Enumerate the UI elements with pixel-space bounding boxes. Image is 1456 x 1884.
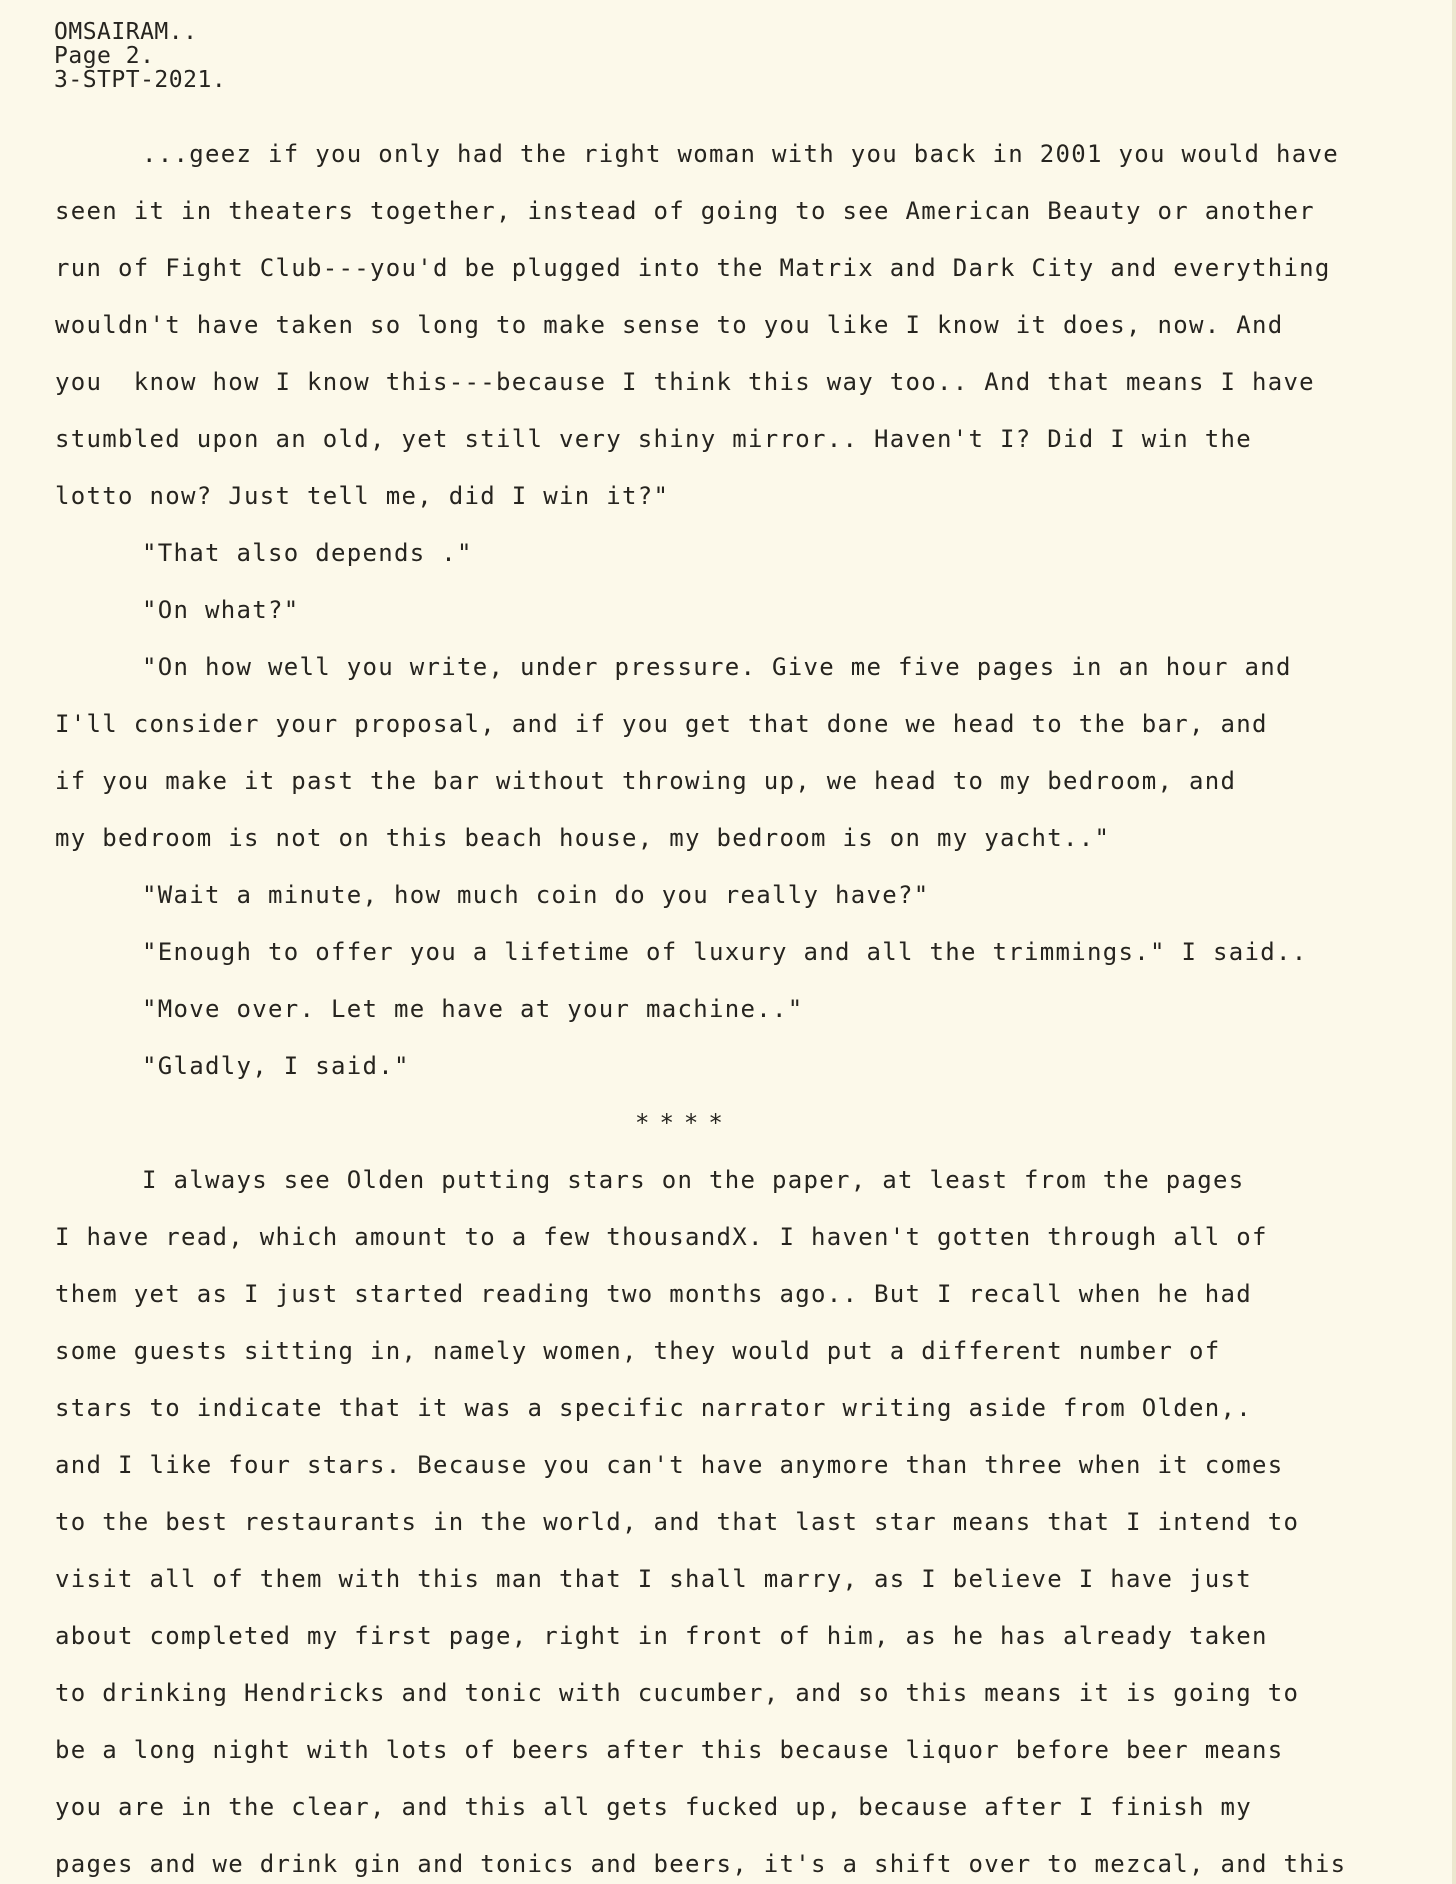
page-edge <box>1452 0 1456 1884</box>
section-separator-stars: **** <box>635 1109 733 1137</box>
header-page-number: Page 2. <box>54 43 155 69</box>
text-line: I have read, which amount to a few thousandX. I haven't gotten through all of <box>55 1223 1268 1251</box>
text-line: run of Fight Club---you'd be plugged into the Matrix and Dark City and everything <box>55 254 1331 282</box>
header-date: 3-STPT-2021. <box>54 67 227 93</box>
header-title: OMSAIRAM.. <box>54 19 198 45</box>
page-body <box>55 126 1450 1884</box>
text-line: ...geez if you only had the right woman with you back in 2001 you would have <box>142 140 1339 168</box>
dialogue-line: "That also depends ." <box>142 539 473 567</box>
text-line: my bedroom is not on this beach house, my bedroom is on my yacht.." <box>55 824 1111 852</box>
dialogue-line: "Wait a minute, how much coin do you really have?" <box>142 881 930 909</box>
text-line: I always see Olden putting stars on the paper, at least from the pages <box>142 1166 1245 1194</box>
text-line: if you make it past the bar without throwing up, we head to my bedroom, and <box>55 767 1237 795</box>
text-line: stars to indicate that it was a specific narrator writing aside from Olden,. <box>55 1394 1252 1422</box>
text-line: to the best restaurants in the world, and that last star means that I intend to <box>55 1508 1300 1536</box>
text-line: stumbled upon an old, yet still very shiny mirror.. Haven't I? Did I win the <box>55 425 1252 453</box>
text-line: to drinking Hendricks and tonic with cucumber, and so this means it is going to <box>55 1679 1300 1707</box>
text-line: lotto now? Just tell me, did I win it?" <box>55 482 670 510</box>
dialogue-line: "Enough to offer you a lifetime of luxury and all the trimmings." I said.. <box>142 938 1308 966</box>
text-line: them yet as I just started reading two months ago.. But I recall when he had <box>55 1280 1252 1308</box>
dialogue-line: "On how well you write, under pressure. Give me five pages in an hour and <box>142 653 1292 681</box>
dialogue-line: "Gladly, I said." <box>142 1052 410 1080</box>
dialogue-line: "On what?" <box>142 596 300 624</box>
text-line: you know how I know this---because I think this way too.. And that means I have <box>55 368 1315 396</box>
text-line: pages and we drink gin and tonics and beers, it's a shift over to mezcal, and this <box>55 1850 1347 1878</box>
text-line: visit all of them with this man that I shall marry, as I believe I have just <box>55 1565 1252 1593</box>
text-line: about completed my first page, right in front of him, as he has already taken <box>55 1622 1268 1650</box>
text-line: and I like four stars. Because you can't have anymore than three when it comes <box>55 1451 1284 1479</box>
dialogue-line: "Move over. Let me have at your machine.." <box>142 995 804 1023</box>
page-header <box>54 20 226 92</box>
text-line: some guests sitting in, namely women, they would put a different number of <box>55 1337 1221 1365</box>
text-line: seen it in theaters together, instead of going to see American Beauty or another <box>55 197 1315 225</box>
text-line: be a long night with lots of beers after this because liquor before beer means <box>55 1736 1284 1764</box>
text-line: you are in the clear, and this all gets fucked up, because after I finish my <box>55 1793 1252 1821</box>
text-line: I'll consider your proposal, and if you get that done we head to the bar, and <box>55 710 1268 738</box>
text-line: wouldn't have taken so long to make sense to you like I know it does, now. And <box>55 311 1284 339</box>
